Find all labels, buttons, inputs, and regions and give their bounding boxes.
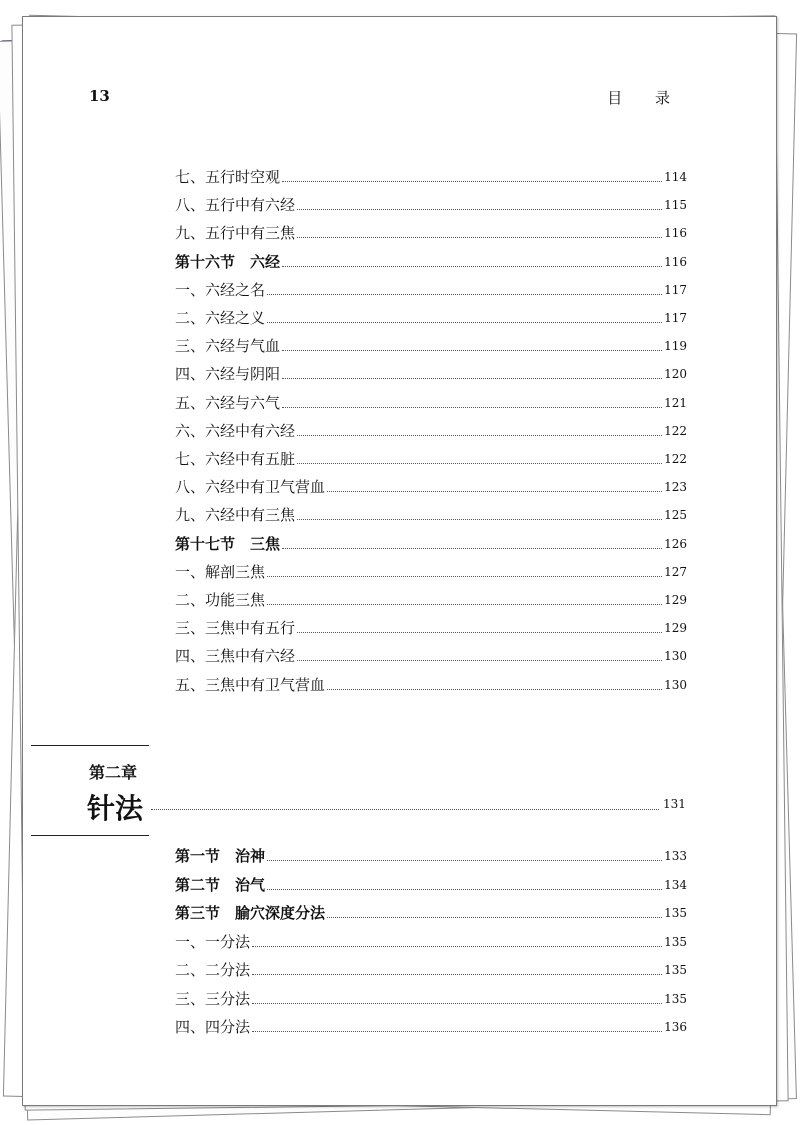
toc-entry-label: 二、功能三焦	[175, 591, 266, 609]
toc-entry-page: 122	[664, 452, 687, 466]
toc-entry[interactable]	[175, 960, 687, 980]
toc-entry-page: 120	[664, 367, 687, 382]
toc-entry[interactable]	[175, 223, 687, 243]
toc-entry-label: 三、三焦中有五行	[175, 619, 296, 638]
toc-entry-label: 二、二分法	[175, 961, 251, 979]
toc-entry[interactable]	[175, 421, 687, 441]
leader-dots	[267, 293, 662, 295]
toc-entry[interactable]	[175, 675, 687, 695]
toc-entry[interactable]	[175, 989, 687, 1009]
toc-entry-label: 第二节 治气	[175, 875, 266, 894]
toc-entry-page: 122	[664, 423, 687, 438]
leader-dots	[252, 973, 662, 975]
leader-dots	[267, 888, 662, 890]
toc-entry[interactable]	[175, 1017, 687, 1037]
toc-entry-label: 八、六经中有卫气营血	[175, 478, 326, 497]
leader-dots	[267, 859, 662, 861]
toc-entry-page: 136	[664, 1020, 687, 1034]
toc-section-entry[interactable]	[175, 534, 687, 554]
toc-entry-label: 第十六节 六经	[175, 252, 281, 271]
leader-dots	[282, 265, 662, 267]
leader-dots	[267, 603, 662, 605]
leader-dots	[267, 321, 662, 323]
toc-entry[interactable]	[175, 590, 687, 610]
toc-entry[interactable]	[175, 618, 687, 638]
leader-dots	[297, 462, 662, 464]
leader-dots	[282, 377, 662, 379]
chapter-number: 第二章	[89, 763, 138, 782]
toc-entry[interactable]	[175, 646, 687, 666]
toc-entry-page: 135	[664, 906, 687, 920]
toc-entry-page: 130	[664, 649, 687, 664]
toc-entry[interactable]	[175, 195, 687, 215]
running-header-title: 目 录	[607, 89, 684, 107]
toc-entry-label: 一、解剖三焦	[175, 562, 266, 581]
toc-entry-label: 七、六经中有五脏	[175, 450, 296, 468]
toc-entry-label: 五、六经与六气	[175, 393, 281, 412]
toc-entry[interactable]	[175, 477, 687, 497]
leader-dots	[282, 547, 662, 549]
toc-entry[interactable]	[175, 280, 687, 300]
leader-dots	[282, 180, 662, 182]
toc-entry-label: 四、四分法	[175, 1018, 251, 1036]
toc-section-entry[interactable]	[175, 252, 687, 272]
toc-entry-label: 一、六经之名	[175, 280, 266, 299]
toc-entry[interactable]	[175, 505, 687, 525]
toc-entry-label: 九、五行中有三焦	[175, 224, 296, 243]
toc-entry-page: 125	[664, 508, 687, 523]
leader-dots	[297, 208, 662, 210]
toc-entry-label: 六、六经中有六经	[175, 421, 296, 440]
toc-entry-label: 四、三焦中有六经	[175, 647, 296, 666]
leader-dots	[282, 406, 662, 408]
chapter-leader-dots	[151, 809, 659, 810]
leader-dots	[327, 688, 662, 690]
toc-entry-label: 第三节 腧穴深度分法	[175, 904, 326, 922]
toc-entry[interactable]	[175, 336, 687, 356]
toc-entry-page: 115	[664, 198, 687, 213]
toc-entry-label: 八、五行中有六经	[175, 196, 296, 215]
toc-entry[interactable]	[175, 932, 687, 952]
chapter-page-number: 131	[663, 797, 686, 811]
leader-dots	[267, 575, 662, 577]
toc-entry-label: 九、六经中有三焦	[175, 506, 296, 525]
toc-section-entry[interactable]	[175, 903, 687, 923]
chapter-rule-top	[31, 745, 149, 746]
toc-entry-page: 135	[664, 963, 687, 977]
toc-entry[interactable]	[175, 393, 687, 413]
toc-entry-page: 119	[664, 339, 687, 354]
toc-entry[interactable]	[175, 449, 687, 469]
toc-entry-label: 三、三分法	[175, 989, 251, 1008]
leader-dots	[297, 518, 662, 520]
toc-entry-page: 130	[664, 677, 687, 692]
toc-entry-label: 三、六经与气血	[175, 337, 281, 356]
toc-entry-page: 129	[664, 621, 687, 636]
toc-entry-page: 116	[664, 254, 687, 269]
toc-entry-page: 135	[664, 991, 687, 1006]
leader-dots	[252, 1030, 662, 1032]
leader-dots	[252, 945, 662, 947]
toc-entry[interactable]	[175, 308, 687, 328]
chapter-title[interactable]: 针法	[87, 792, 144, 825]
toc-entry-page: 117	[664, 311, 687, 325]
toc-entry-label: 五、三焦中有卫气营血	[175, 675, 326, 694]
leader-dots	[327, 490, 662, 492]
toc-entry-page: 133	[664, 849, 687, 863]
toc-entry-page: 116	[664, 226, 687, 241]
toc-entry[interactable]	[175, 364, 687, 384]
toc-entry-label: 四、六经与阴阳	[175, 365, 281, 384]
leader-dots	[297, 434, 662, 436]
toc-entry-page: 127	[664, 564, 687, 579]
leader-dots	[297, 659, 662, 661]
toc-section-entry[interactable]	[175, 875, 687, 895]
leader-dots	[297, 631, 662, 633]
toc-entry-label: 第十七节 三焦	[175, 534, 281, 553]
toc-entry[interactable]	[175, 167, 687, 187]
toc-entry-page: 126	[664, 536, 687, 551]
toc-entry-label: 第一节 治神	[175, 847, 266, 865]
toc-section-entry[interactable]	[175, 846, 687, 866]
toc-entry-page: 117	[664, 282, 687, 297]
toc-entry-label: 一、一分法	[175, 932, 251, 951]
toc-page	[22, 16, 777, 1106]
toc-entry-page: 129	[664, 593, 687, 607]
toc-entry-label: 七、五行时空观	[175, 168, 281, 186]
page-number: 13	[89, 87, 110, 105]
toc-entry-page: 121	[664, 395, 687, 410]
chapter-rule-bottom	[31, 835, 149, 836]
toc-entry-page: 114	[664, 170, 687, 184]
leader-dots	[327, 916, 662, 918]
toc-entry-page: 123	[664, 480, 687, 495]
toc-entry[interactable]	[175, 562, 687, 582]
leader-dots	[297, 236, 662, 238]
toc-entry-label: 二、六经之义	[175, 309, 266, 327]
leader-dots	[282, 349, 662, 351]
toc-entry-page: 135	[664, 934, 687, 949]
leader-dots	[252, 1002, 662, 1004]
toc-entry-page: 134	[664, 877, 687, 892]
